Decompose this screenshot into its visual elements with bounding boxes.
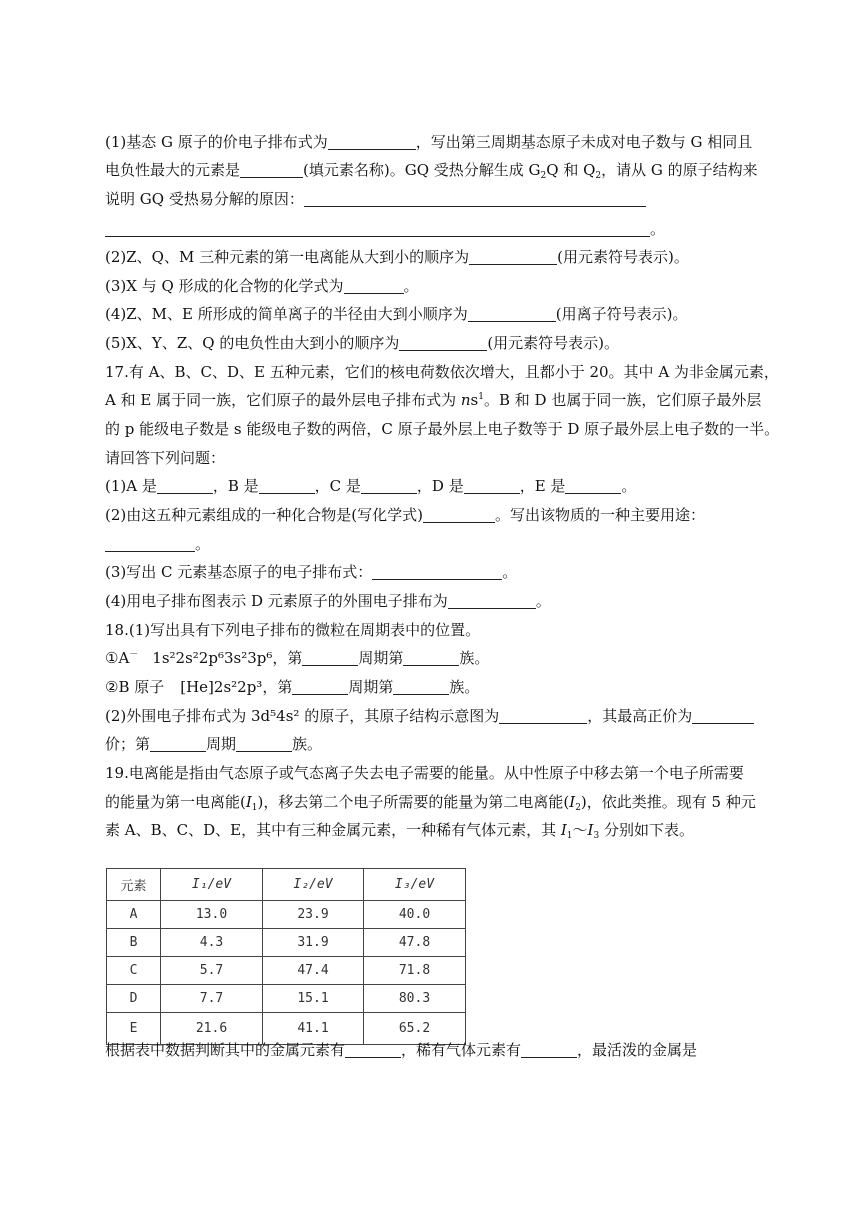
- blank[interactable]: [464, 478, 520, 494]
- table-cell: 4.3: [161, 929, 263, 957]
- table-header-row: [107, 869, 466, 901]
- q18-item1: ①A－ 1s²2s²2p⁶3s²3p⁶，第 周期第 族。: [105, 649, 490, 667]
- table-cell: 65.2: [364, 1013, 466, 1045]
- blank[interactable]: [372, 564, 502, 580]
- q18-part2-line1: (2)外围电子排布式为 3d⁵4s² 的原子，其原子结构示意图为 ，其最高正价为: [105, 706, 754, 726]
- table-cell: 21.6: [161, 1013, 263, 1045]
- q16-part1-line1: (1)基态 G 原子的价电子排布式为 ，写出第三周期基态原子未成对电子数与 G 相同且: [105, 133, 753, 151]
- table-cell: 13.0: [161, 901, 263, 929]
- blank[interactable]: [521, 1042, 577, 1058]
- blank[interactable]: [150, 736, 206, 752]
- q17-part1: (1)A 是 ，B 是 ，C 是 ，D 是 ，E 是 。: [105, 477, 637, 495]
- blank[interactable]: [157, 478, 213, 494]
- q19-stem-line3: 素 A、B、C、D、E，其中有三种金属元素，一种稀有气体元素，其 $I_1\sim I_3$ 分别如下表。: [105, 821, 694, 841]
- table-cell: D: [107, 985, 161, 1013]
- blank[interactable]: [345, 1042, 401, 1058]
- table-row: [107, 985, 466, 1013]
- blank[interactable]: [393, 679, 449, 695]
- q19-stem-line1: 19.电离能是指由气态原子或气态离子失去电子需要的能量。从中性原子中移去第一个电子所需要: [105, 764, 744, 782]
- table-cell: 40.0: [364, 901, 466, 929]
- q17-stem-line1: 17.有 A、B、C、D、E 五种元素，它们的核电荷数依次增大，且都小于 20。其中 A 为非金属元素，: [105, 363, 779, 381]
- q16-part5: (5)X、Y、Z、Q 的电负性由大到小的顺序为 (用元素符号表示)。: [105, 334, 620, 352]
- blank[interactable]: [361, 478, 417, 494]
- table-cell: 80.3: [364, 985, 466, 1013]
- table-cell: 47.8: [364, 929, 466, 957]
- blank[interactable]: [259, 478, 315, 494]
- table-cell: A: [107, 901, 161, 929]
- table-cell: 23.9: [263, 901, 364, 929]
- table-cell: 31.9: [263, 929, 364, 957]
- blank[interactable]: [403, 650, 459, 666]
- q16-part4: (4)Z、M、E 所形成的简单离子的半径由大到小顺序为 (用离子符号表示)。: [105, 305, 688, 323]
- blank[interactable]: [499, 708, 587, 724]
- table-cell: B: [107, 929, 161, 957]
- table-cell: 5.7: [161, 957, 263, 985]
- blank[interactable]: [240, 162, 303, 178]
- q17-part4: (4)用电子排布图表示 D 元素原子的外围电子排布为 。: [105, 592, 551, 610]
- table-row: [107, 929, 466, 957]
- table-row: [107, 957, 466, 985]
- table-cell: 71.8: [364, 957, 466, 985]
- table-cell: E: [107, 1013, 161, 1045]
- blank[interactable]: [105, 536, 195, 552]
- table-cell: 41.1: [263, 1013, 364, 1045]
- q17-part3: (3)写出 C 元素基态原子的电子排布式： 。: [105, 563, 518, 581]
- blank[interactable]: [292, 679, 348, 695]
- blank[interactable]: [344, 278, 404, 294]
- blank[interactable]: [468, 306, 556, 322]
- q19-question-line: 根据表中数据判断其中的金属元素有 ，稀有气体元素有 ，最活泼的金属是: [105, 1041, 698, 1059]
- table-cell: C: [107, 957, 161, 985]
- table-cell: 15.1: [263, 985, 364, 1013]
- blank[interactable]: [399, 335, 487, 351]
- table-header-cell: I₃/eV: [364, 869, 466, 901]
- blank[interactable]: [423, 507, 495, 523]
- blank[interactable]: [565, 478, 621, 494]
- q16-part3: (3)X 与 Q 形成的化合物的化学式为 。: [105, 277, 419, 295]
- blank[interactable]: [328, 134, 416, 150]
- q19-stem-line2: 的能量为第一电离能$(I_1)$，移去第二个电子所需要的能量为第二电离能$(I_2)$，依此类推。现有 5 种元: [105, 793, 756, 813]
- q16-part1-line3: 说明 GQ 受热易分解的原因：: [105, 189, 646, 209]
- q16-part1-line2: 电负性最大的元素是 (填元素名称)。GQ 受热分解生成 $G_2Q$ 和 $Q_2$，请从 G 的原子结构来: [105, 161, 758, 181]
- blank[interactable]: [302, 650, 358, 666]
- q18-part2-line2: 价；第 周期 族。: [105, 735, 323, 753]
- q17-stem-line3: 的 p 能级电子数是 s 能级电子数的两倍，C 原子最外层上电子数等于 D 原子最外层上电子数的一半。: [105, 420, 780, 438]
- q16-part1-line4: 。: [105, 219, 665, 239]
- table-header-cell: I₁/eV: [161, 869, 263, 901]
- blank[interactable]: [448, 593, 536, 609]
- q18-stem: 18.(1)写出具有下列电子排布的微粒在周期表中的位置。: [105, 621, 481, 639]
- q17-part2-line1: (2)由这五种元素组成的一种化合物是(写化学式) 。写出该物质的一种主要用途：: [105, 506, 705, 524]
- q17-part2-line2: 。: [105, 534, 210, 554]
- q16-part2: (2)Z、Q、M 三种元素的第一电离能从大到小的顺序为 (用元素符号表示)。: [105, 248, 689, 266]
- blank[interactable]: [304, 191, 646, 207]
- blank[interactable]: [236, 736, 292, 752]
- table-header-cell: I₂/eV: [263, 869, 364, 901]
- table-cell: 47.4: [263, 957, 364, 985]
- ionization-energy-table: [106, 868, 466, 1045]
- table-header-cell: 元素: [107, 869, 161, 901]
- q18-item2: ②B 原子 [He]2s²2p³，第 周期第 族。: [105, 678, 480, 696]
- table-cell: 7.7: [161, 985, 263, 1013]
- table-row: [107, 901, 466, 929]
- q17-stem-line4: 请回答下列问题：: [105, 449, 226, 467]
- blank[interactable]: [692, 708, 754, 724]
- q17-stem-line2: A 和 E 属于同一族，它们原子的最外层电子排布式为 $ns^1$。B 和 D 也属于同一族，它们原子最外层: [105, 391, 762, 409]
- blank[interactable]: [105, 221, 650, 237]
- blank[interactable]: [469, 249, 557, 265]
